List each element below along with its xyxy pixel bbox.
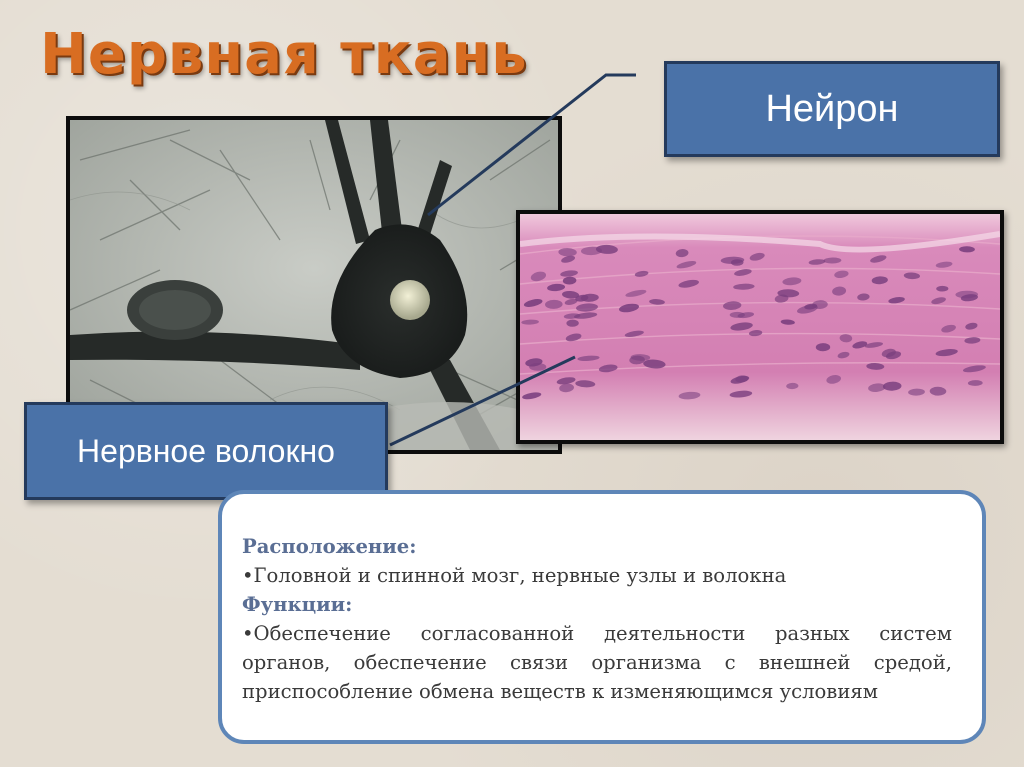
neuron-label: Нейрон xyxy=(664,61,1000,157)
functions-line-1: •Обеспечение согласованной деятельности разных систем xyxy=(242,622,952,645)
slide-title: Нервная ткань xyxy=(40,22,528,87)
nerve-fiber-micrograph xyxy=(516,210,1004,444)
nerve-fiber-label: Нервное волокно xyxy=(24,402,388,500)
functions-line-2: органов, обеспечение связи организма с внешней средой, xyxy=(242,651,952,674)
functions-heading: Функции: xyxy=(242,593,353,616)
location-heading: Расположение: xyxy=(242,535,417,558)
functions-line-3: приспособление обмена веществ к изменяющимся условиям xyxy=(242,680,879,703)
info-box xyxy=(218,490,986,744)
location-text: •Головной и спинной мозг, нервные узлы и волокна xyxy=(242,564,787,587)
